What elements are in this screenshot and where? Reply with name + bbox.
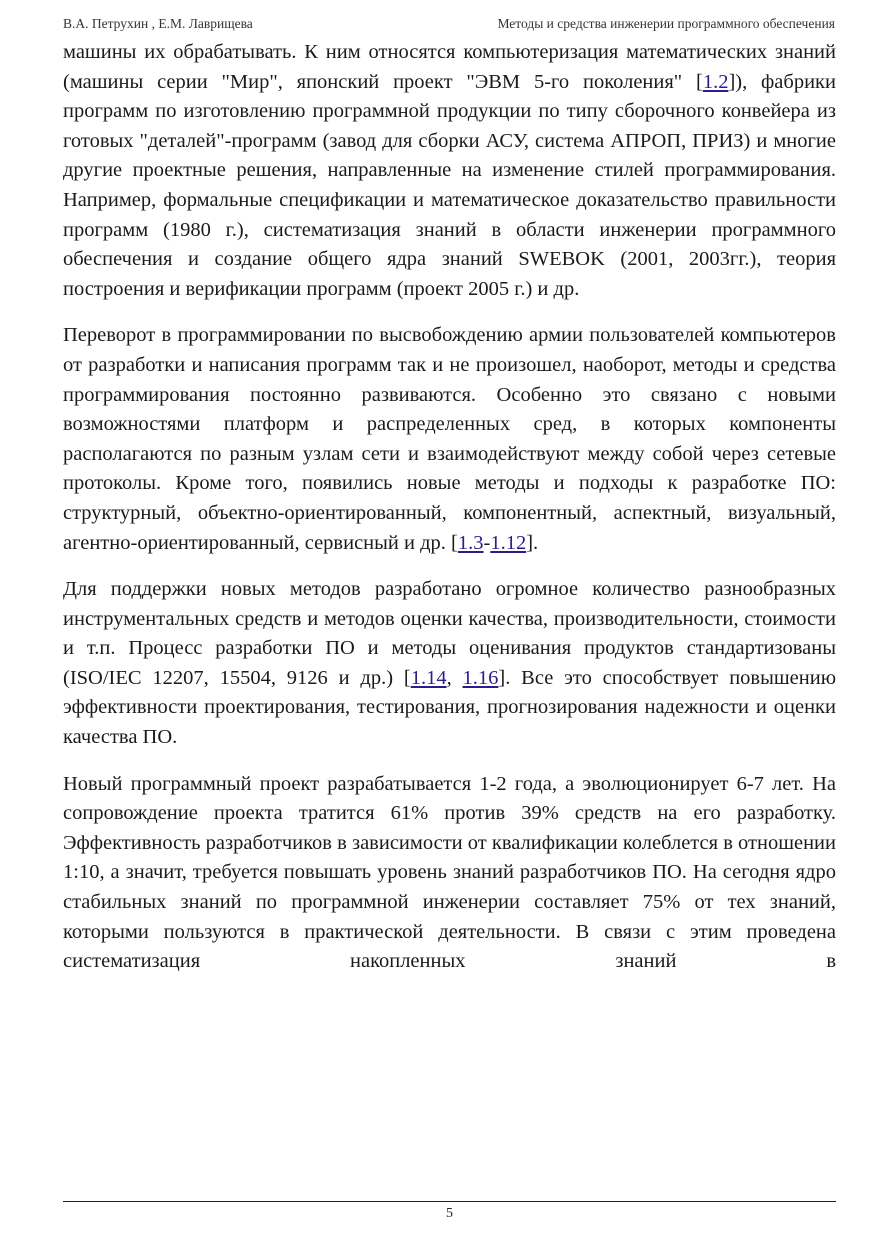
header-authors: В.А. Петрухин , Е.М. Лаврищева <box>63 16 253 31</box>
paragraph-text: Для поддержки новых методов разработано огромное количество разнообразных инструментальных средств и методов оценки качества, производительности, стоимости и т.п. Процесс разработки ПО и методы оценивания продуктов стандартизованы (ISO/IEC 12207, 15504, 9126 и др.) [ <box>63 578 836 689</box>
reference-link-1-14[interactable]: 1.14 <box>410 666 447 689</box>
reference-link-1-3[interactable]: 1.3 <box>457 531 484 554</box>
paragraph-1 <box>63 38 836 304</box>
paragraph-text: Переворот в программировании по высвобождению армии пользователей компьютеров от разработки и написания программ так и не произошел, наоборот, методы и средства программирования постоянно развиваются. Особенно это связано с новыми возможностями платформ и распределенных сред, в которых компоненты располагаются по разным узлам сети и взаимодействуют между собой через сетевые протоколы. Кроме того, появились новые методы и подходы к разработке ПО: структурный, объектно-ориентированный, компонентный, аспектный, визуальный, агентно-ориентированный, сервисный и др. [ <box>63 324 836 554</box>
paragraph-3 <box>63 575 836 753</box>
footer-divider <box>63 1201 836 1202</box>
page-header <box>63 14 835 34</box>
reference-link-1-16[interactable]: 1.16 <box>462 666 499 689</box>
page-number: 5 <box>446 1206 453 1221</box>
paragraph-text: ]), фабрики программ по изготовлению программной продукции по типу сборочного конвейера из готовых "деталей"-программ (завод для сборки АСУ, система АПРОП, ПРИЗ) и многие другие проектные решения, направленные на изменение стилей программирования. Например, формальные спецификации и математическое доказательство правильности программ (1980 г.), систематизация знаний в области инженерии программного обеспечения и создание общего ядра знаний SWEBOK (2001, 2003гг.), теория построения и верификации программ (проект 2005 г.) и др. <box>63 70 836 300</box>
paragraph-2 <box>63 321 836 558</box>
paragraph-text: Новый программный проект разрабатывается 1-2 года, а эволюционирует 6-7 лет. На сопровождение проекта тратится 61% против 39% средств на его разработку. Эффективность разработчиков в зависимости от квалификации колеблется в отношении 1:10, а значит, требуется повышать уровень знаний разработчиков ПО. На сегодня ядро стабильных знаний по программной инженерии составляет 75% от тех знаний, которыми пользуются в практической деятельности. В связи с этим проведена систематизация накопленных знаний в <box>63 772 836 973</box>
paragraph-text: ]. <box>526 531 539 554</box>
header-book-title: Методы и средства инженерии программного обеспечения <box>497 16 835 31</box>
paragraph-text: ]. Все это способствует повышению эффективности проектирования, тестирования, прогнозирования надежности и оценки качества ПО. <box>63 666 837 749</box>
paragraph-text: - <box>483 531 491 554</box>
paragraph-text: машины их обрабатывать. К ним относятся компьютеризация математических знаний (машины серии "Мир", японский проект "ЭВМ 5-го поколения" [ <box>63 41 836 93</box>
paragraph-4 <box>63 770 836 977</box>
paragraph-text: , <box>446 666 463 689</box>
reference-link-1-2[interactable]: 1.2 <box>702 70 729 93</box>
page-body <box>63 38 836 977</box>
reference-link-1-12[interactable]: 1.12 <box>490 531 527 554</box>
